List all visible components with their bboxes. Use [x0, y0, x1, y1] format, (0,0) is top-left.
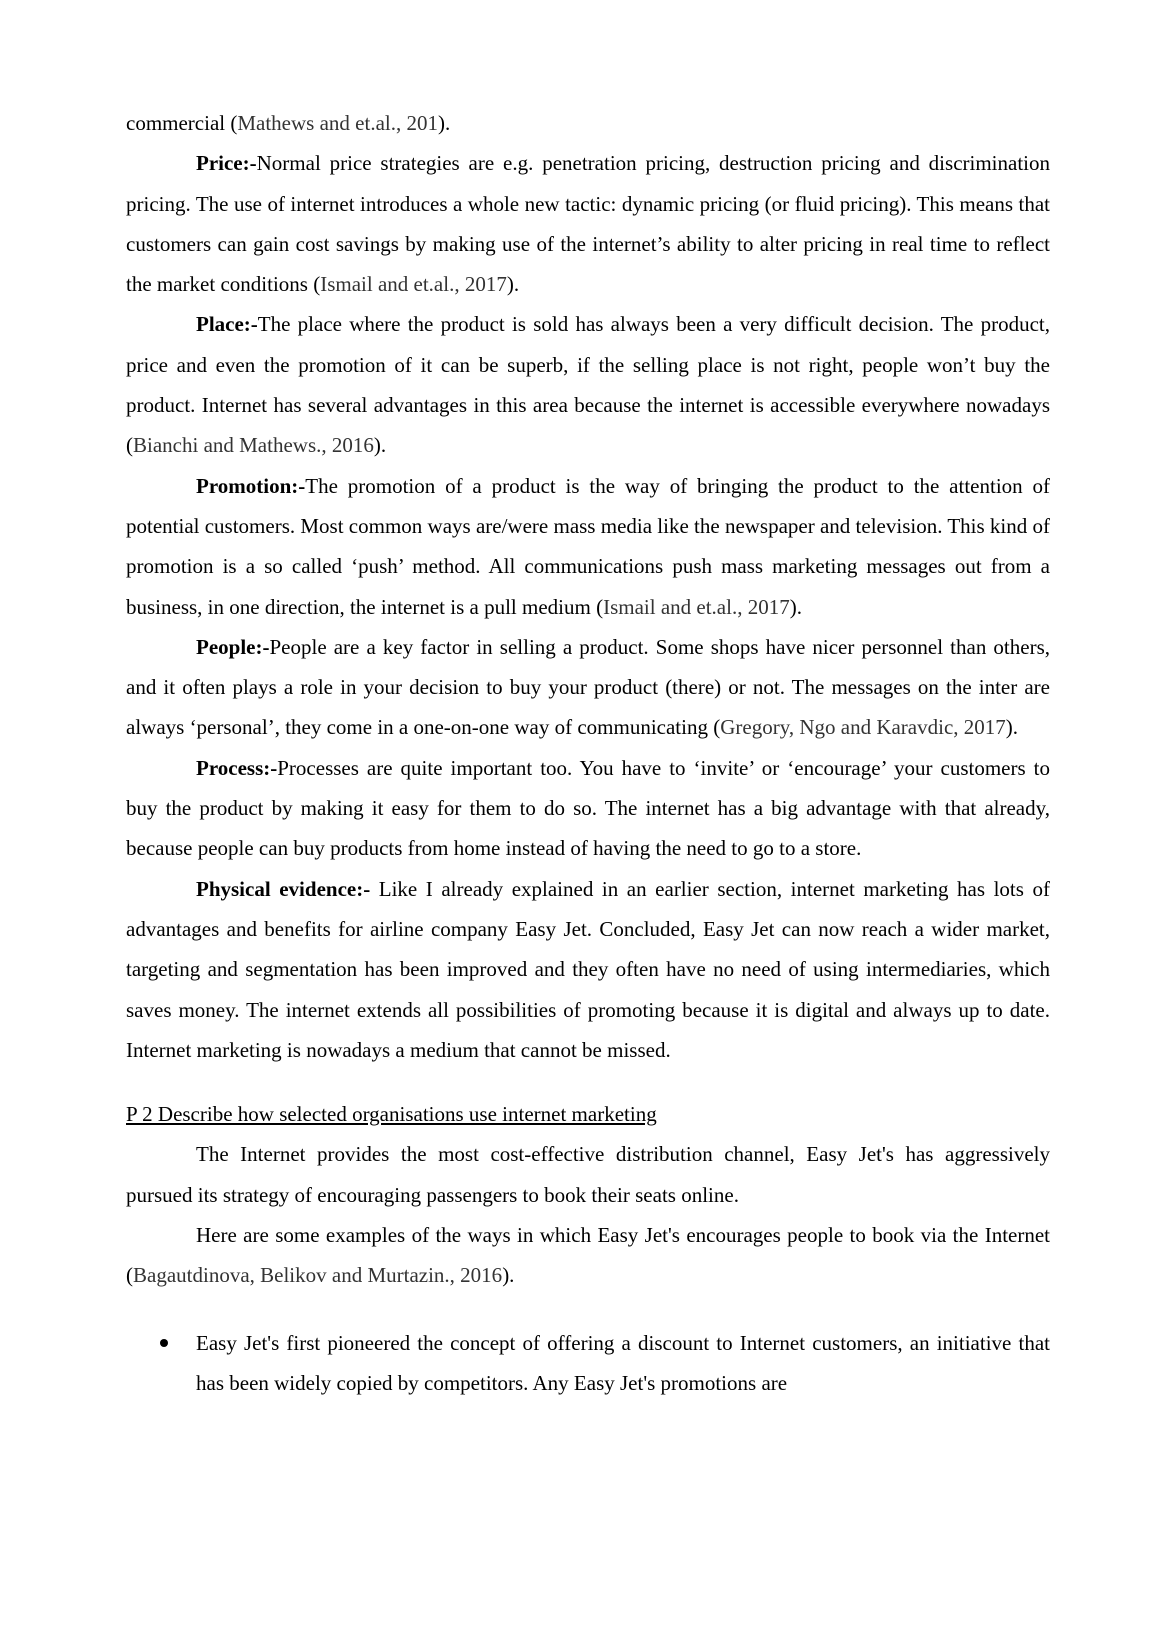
citation: Mathews and et.al., 201	[237, 111, 438, 135]
term-label: Promotion:-	[196, 473, 306, 498]
bullet-icon	[160, 1339, 168, 1347]
term-label: Process:-	[196, 755, 278, 780]
term-label: Price:-	[196, 151, 257, 176]
citation: Ismail and et.al., 2017	[603, 594, 790, 619]
citation: Bianchi and Mathews., 2016	[133, 433, 374, 458]
paragraph-physical-evidence: Physical evidence:- Like I already explained in an earlier section, internet marketing has lots of advantages and benefits for airline company Easy Jet. Concluded, Easy Jet can now reach a wider market, targeting and segmentation has been improved and they often have no need of using intermediaries, which saves money. The internet extends all possibilities of promoting because it is digital and always up to date. Internet marketing is nowadays a medium that cannot be missed.	[126, 876, 1050, 1062]
section-heading: P 2 Describe how selected organisations use internet marketing	[126, 1102, 657, 1127]
paragraph-commercial: commercial (Mathews and et.al., 201).	[126, 111, 451, 135]
paragraph-promotion: Promotion:-The promotion of a product is the way of bringing the product to the attention of potential customers. Most common ways are/were mass media like the newspaper and television. This kind of promotion is a so called ‘push’ method. All communications push mass marketing messages out from a business, in one direction, the internet is a pull medium (Ismail and et.al., 2017).	[126, 473, 1050, 619]
citation: Gregory, Ngo and Karavdic, 2017	[720, 715, 1006, 740]
paragraph-people: People:-People are a key factor in selling a product. Some shops have nicer personnel than others, and it often plays a role in your decision to buy your product (there) or not. The messages on the inter are always ‘personal’, they come in a one-on-one way of communicating (Gregory, Ngo and Karavdic, 2017).	[126, 634, 1050, 740]
paragraph-examples: Here are some examples of the ways in which Easy Jet's encourages people to book via the Internet (Bagautdinova, Belikov and Murtazin., 2016).	[126, 1223, 1050, 1288]
paragraph-price: Price:-Normal price strategies are e.g. penetration pricing, destruction pricing and discrimination pricing. The use of internet introduces a whole new tactic: dynamic pricing (or fluid pricing). This means that customers can gain cost savings by making use of the internet’s ability to alter pricing in real time to reflect the market conditions (Ismail and et.al., 2017).	[126, 151, 1050, 297]
paragraph-internet-channel: The Internet provides the most cost-effective distribution channel, Easy Jet's has aggressively pursued its strategy of encouraging passengers to book their seats online.	[126, 1142, 1050, 1207]
paragraph-process: Process:-Processes are quite important too. You have to ‘invite’ or ‘encourage’ your customers to buy the product by making it easy for them to do so. The internet has a big advantage with that already, because people can buy products from home instead of having the need to go to a store.	[126, 755, 1050, 861]
term-label: People:-	[196, 634, 270, 659]
citation: Ismail and et.al., 2017	[320, 272, 507, 297]
term-label: Physical evidence:-	[196, 876, 371, 901]
bullet-list	[126, 1323, 1050, 1404]
paragraph-place: Place:-The place where the product is sold has always been a very difficult decision. The product, price and even the promotion of it can be superb, if the selling place is not right, people won’t buy the product. Internet has several advantages in this area because the internet is accessible everywhere nowadays (Bianchi and Mathews., 2016).	[126, 312, 1050, 458]
term-label: Place:-	[196, 312, 258, 337]
citation: Bagautdinova, Belikov and Murtazin., 2016	[133, 1263, 503, 1288]
list-item: Easy Jet's first pioneered the concept of offering a discount to Internet customers, an initiative that has been widely copied by competitors. Any Easy Jet's promotions are	[126, 1323, 1050, 1404]
